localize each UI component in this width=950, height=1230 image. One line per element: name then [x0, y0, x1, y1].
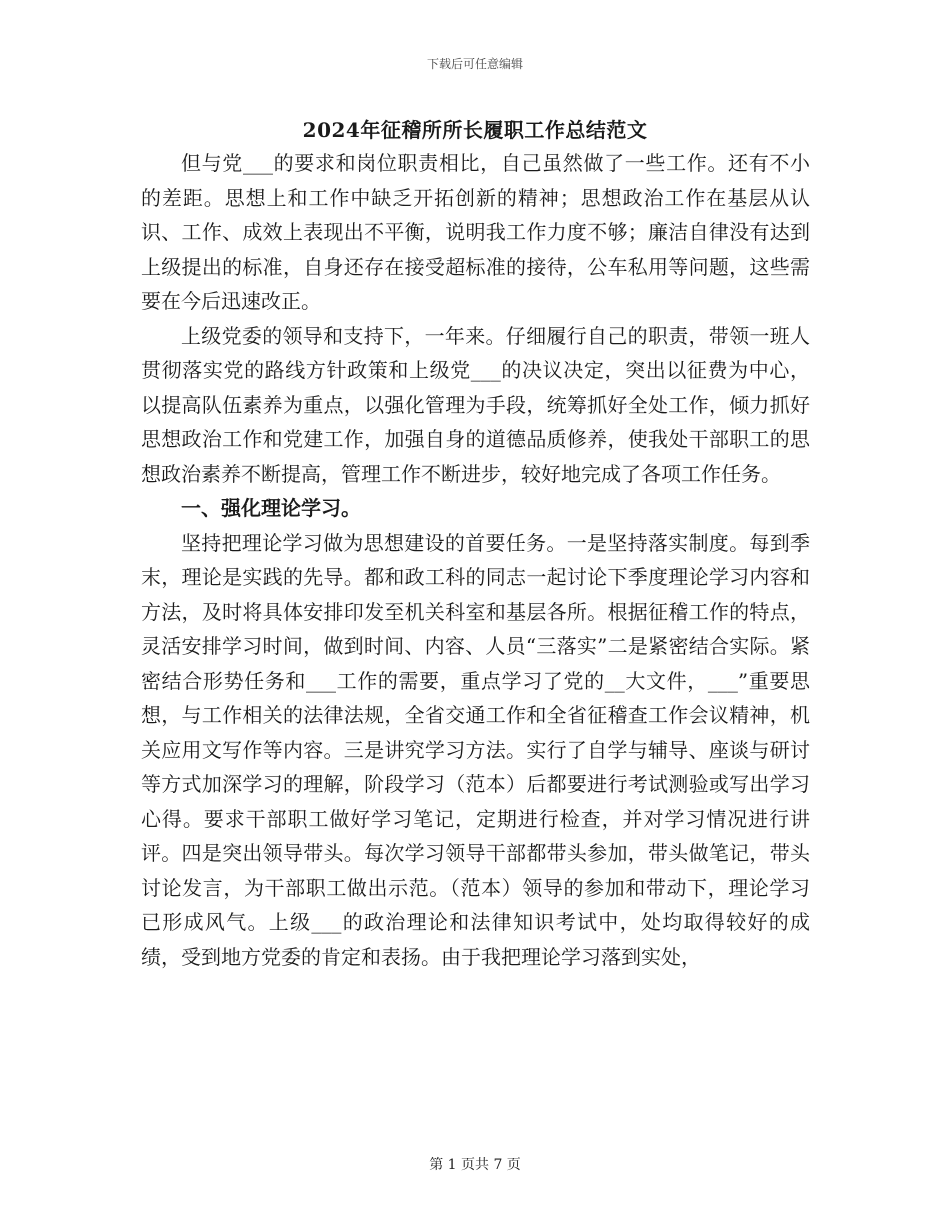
document-body: [141, 146, 810, 974]
body-paragraph-2: 上级党委的领导和支持下，一年来。仔细履行自己的职责，带领一班人贯彻落实党的路线方针政策和上级党___的决议决定，突出以征费为中心，以提高队伍素养为重点，以强化管理为手段，统筹抓好全处工作，倾力抓好思想政治工作和党建工作，加强自身的道德品质修养，使我处干部职工的思想政治素养不断提高，管理工作不断进步，较好地完成了各项工作任务。: [141, 323, 810, 486]
header-note: 下载后可任意编辑: [426, 57, 523, 71]
page-footer: 第 1 页共 7 页: [429, 1157, 521, 1173]
section-heading: 一、强化理论学习。: [181, 496, 361, 520]
document-title: 2024年征稽所所长履职工作总结范文: [302, 118, 648, 142]
section-paragraph: 坚持把理论学习做为思想建设的首要任务。一是坚持落实制度。每到季末，理论是实践的先导。都和政工科的同志一起讨论下季度理论学习内容和方法，及时将具体安排印发至机关科室和基层各所。根据征稽工作的特点，灵活安排学习时间，做到时间、内容、人员“三落实”二是紧密结合实际。紧密结合形势任务和___工作的需要，重点学习了党的__大文件，___”重要思想，与工作相关的法律法规，全省交通工作和全省征稽查工作会议精神，机关应用文写作等内容。三是讲究学习方法。实行了自学与辅导、座谈与研讨等方式加深学习的理解，阶段学习（范本）后都要进行考试测验或写出学习心得。要求干部职工做好学习笔记，定期进行检查，并对学习情况进行讲评。四是突出领导带头。每次学习领导干部都带头参加，带头做笔记，带头讨论发言，为干部职工做出示范。（范本）领导的参加和带动下，理论学习已形成风气。上级___的政治理论和法律知识考试中，处均取得较好的成绩，受到地方党委的肯定和表扬。由于我把理论学习落到实处，: [141, 530, 810, 969]
body-paragraph-1: 但与党___的要求和岗位职责相比，自己虽然做了一些工作。还有不小的差距。思想上和工作中缺乏开拓创新的精神；思想政治工作在基层从认识、工作、成效上表现出不平衡，说明我工作力度不够；廉洁自律没有达到上级提出的标准，自身还存在接受超标准的接待，公车私用等问题，这些需要在今后迅速改正。: [141, 151, 810, 313]
